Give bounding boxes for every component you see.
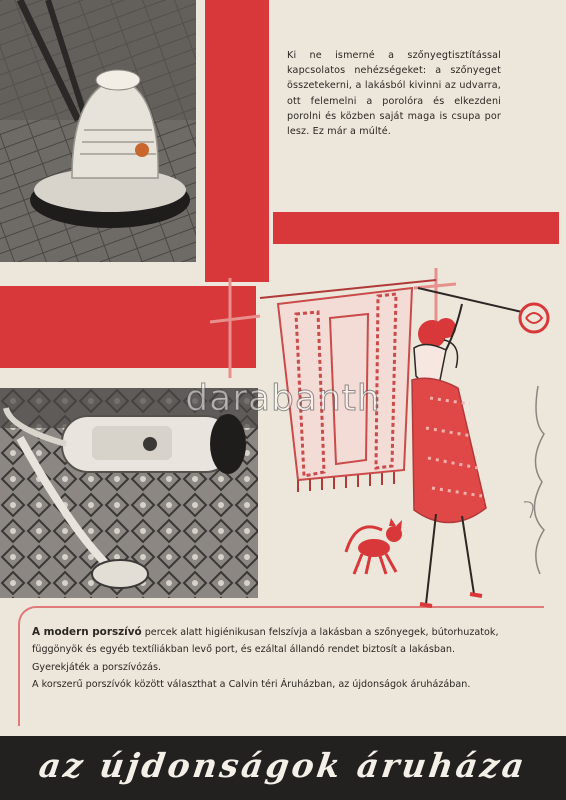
signature-icon [508, 382, 558, 578]
floor-polisher-photo [0, 0, 196, 262]
body-paragraph-2: A korszerű porszívók között választhat a Calvin téri Áruházban, az újdonságok áruházában. [32, 679, 471, 691]
footer-band [0, 736, 566, 800]
signature-scribble [508, 382, 558, 578]
red-band-right-horizontal [273, 212, 559, 244]
body-paragraph-1-text: percek alatt higiénikusan felszívja a lakásban a szőnyegek, bútorhuzatok, függönyök és egyéb textíliákban levő port, és ezáltal állandó rendet biztosít a lakásban. Gyerekjáték a porszívózás. [32, 627, 499, 673]
intro-text: Ki ne ismerné a szőnyegtisztítással kapcsolatos nehézségeket: a szőnyeget összetekerni, a lakásból kivinni az udvarra, ott felemelni a porolóra és elkezdeni porolni és közben saját maga is csupa por lesz. Ez már a múlté. [287, 50, 501, 138]
floor-polisher-icon [0, 0, 196, 262]
body-lead: A modern porszívó [32, 626, 142, 638]
body-paragraph-1 [32, 624, 512, 676]
cat-illustration [336, 508, 416, 578]
red-band-top-vertical [205, 0, 269, 282]
body-text [32, 624, 512, 694]
watermark: darabanth [185, 378, 381, 419]
cat-icon [336, 508, 416, 578]
footer-slogan: az újdonságok áruháza [36, 746, 530, 785]
